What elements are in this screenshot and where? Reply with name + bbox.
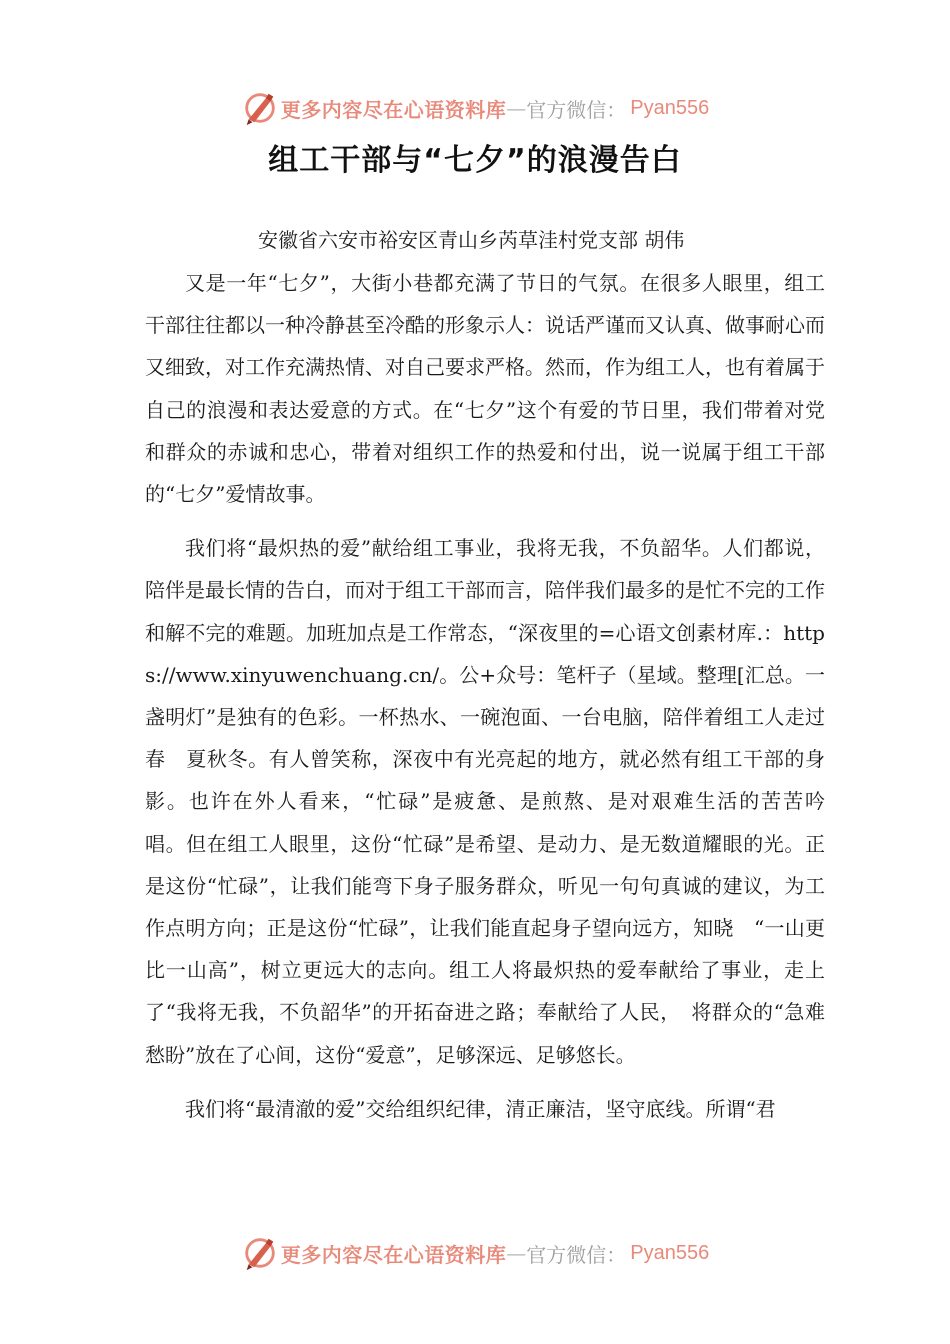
watermark-header [0,86,950,130]
paragraph: 我们将“最炽热的爱”献给组工事业，我将无我，不负韶华。人们都说，陪伴是最长情的告白，而对于组工干部而言，陪伴我们最多的是忙不完的工作和解不完的难题。加班加点是工作常态，“深夜里的=心语文创素材库.：https://www.xinyuwenchuang.cn/。公+众号：笔杆子（星域。整理[汇总。一盏明灯”是独有的色彩。一杯热水、一碗泡面、一台电脑，陪伴着组工人走过春 夏秋冬。有人曾笑称，深夜中有光亮起的地方，就必然有组工干部的身 影。也许在外人看来，“忙碌”是疲惫、是煎熬、是对艰难生活的苦苦吟 唱。但在组工人眼里，这份“忙碌”是希望、是动力、是无数道耀眼的光。正是这份“忙碌”，让我们能弯下身子服务群众，听见一句句真诚的建议，为工作点明方向；正是这份“忙碌”，让我们能直起身子望向远方，知晓 “一山更比一山高”，树立更远大的志向。组工人将最炽热的爱奉献给了事业，走上了“我将无我，不负韶华”的开拓奋进之路；奉献给了人民， 将群众的“急难愁盼”放在了心间，这份“爱意”，足够深远、足够悠长。 [145,536,845,1067]
watermark-separator: — [506,96,527,120]
watermark-wechat-id: Pyan556 [630,96,710,119]
document-body [145,262,845,1142]
watermark-separator: — [506,1241,527,1265]
document-author: 安徽省六安市裕安区青山乡芮草洼村党支部 胡伟 [258,228,685,252]
pen-logo-icon [241,1234,279,1272]
paragraph: 又是一年“七夕”，大街小巷都充满了节日的气氛。在很多人眼里，组工干部往往都以一种冷静甚至冷酷的形象示人：说话严谨而又认真、做事耐心而又细致，对工作充满热情、对自己要求严格。然而，作为组工人，也有着属于自己的浪漫和表达爱意的方式。在“七夕”这个有爱的节日里，我们带着对党和群众的赤诚和忠心，带着对组织工作的热爱和付出，说一说属于组工干部的“七夕”爱情故事。 [145,271,825,507]
watermark-wechat-id: Pyan556 [630,1241,710,1264]
watermark-wechat-label: 官方微信： [526,1242,627,1267]
document-title: 组工干部与“七夕”的浪漫告白 [268,143,682,178]
watermark-footer [0,1231,950,1275]
pen-logo-icon [241,89,279,127]
watermark-wechat-label: 官方微信： [526,97,627,122]
watermark-text: 更多内容尽在心语资料库 [280,97,507,122]
paragraph: 我们将“最清澈的爱”交给组织纪律，清正廉洁，坚守底线。所谓“君 [185,1096,776,1121]
watermark-text: 更多内容尽在心语资料库 [280,1242,507,1267]
